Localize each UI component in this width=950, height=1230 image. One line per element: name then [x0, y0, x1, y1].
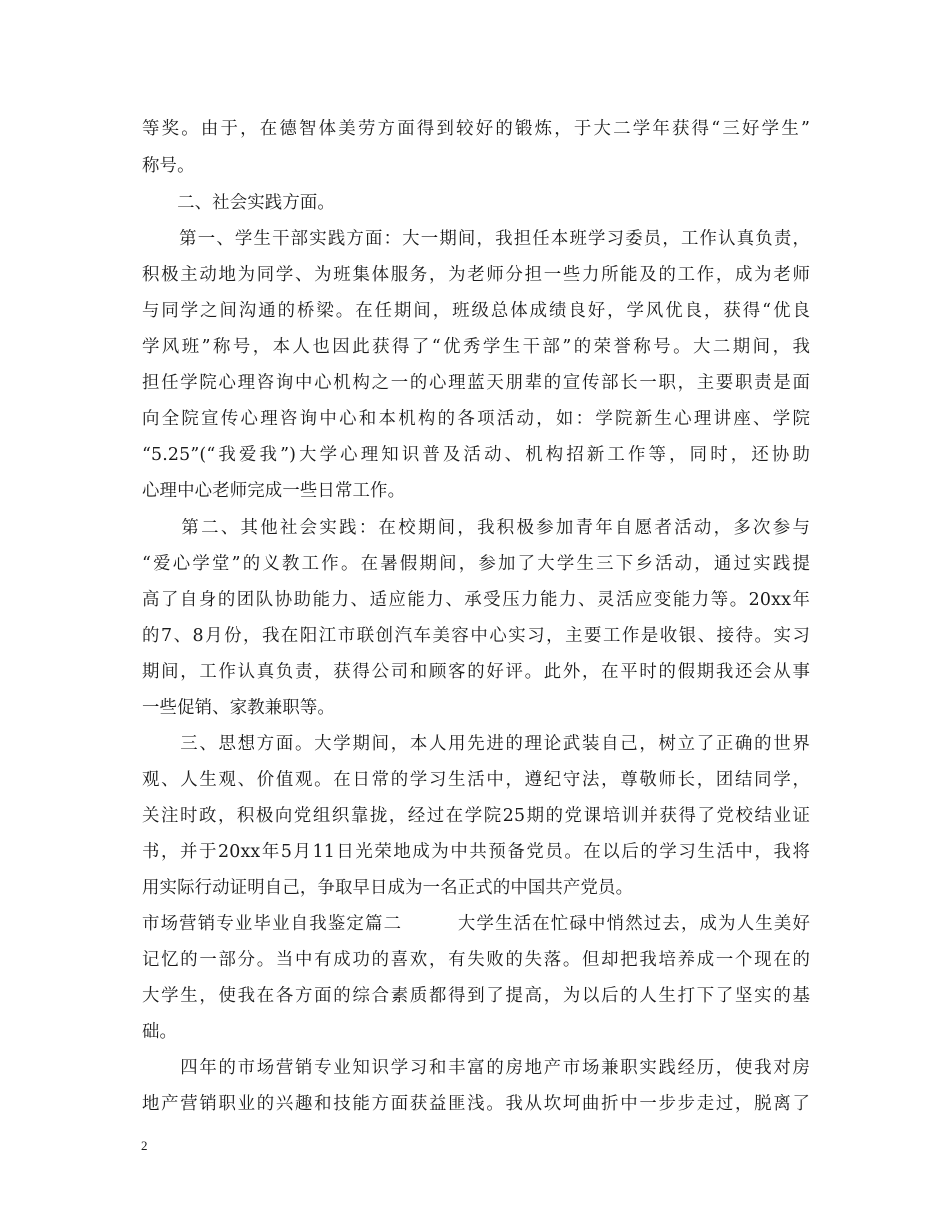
text-line: “5.25”(“我爱我”)大学心理知识普及活动、机构招新工作等，同时，还协助 — [142, 445, 810, 465]
text-line: 关注时政，积极向党组织靠拢，经过在学院25期的党课培训并获得了党校结业证 — [142, 806, 810, 826]
text-line: 观、人生观、价值观。在日常的学习生活中，遵纪守法，尊敬师长，团结同学， — [142, 770, 810, 790]
text-line: 的7、8月份，我在阳江市联创汽车美容中心实习，主要工作是收银、接待。实习 — [142, 626, 810, 646]
text-line: 担任学院心理咨询中心机构之一的心理蓝天朋辈的宣传部长一职，主要职责是面 — [142, 373, 810, 393]
section-heading: 二、社会实践方面。 — [142, 193, 335, 213]
text-line: 与同学之间沟通的桥梁。在任期间，班级总体成绩良好，学风优良，获得“优良 — [142, 301, 810, 321]
page-number: 2 — [141, 1138, 148, 1153]
text-line: 期间，工作认真负责，获得公司和顾客的好评。此外，在平时的假期我还会从事 — [142, 662, 810, 682]
text-line: 大学生，使我在各方面的综合素质都得到了提高，为以后的人生打下了坚实的基 — [142, 986, 810, 1006]
text-line: 记忆的一部分。当中有成功的喜欢，有失败的失落。但却把我培养成一个现在的 — [142, 950, 810, 970]
text-line: 高了自身的团队协助能力、适应能力、承受压力能力、灵活应变能力等。20xx年 — [142, 590, 810, 610]
text-line: “爱心学堂”的义教工作。在暑假期间，参加了大学生三下乡活动，通过实践提 — [142, 554, 810, 574]
text-line: 称号。 — [142, 156, 195, 176]
text-line: 四年的市场营销专业知识学习和丰富的房地产市场兼职实践经历，使我对房 — [142, 1058, 810, 1078]
text-line: 积极主动地为同学、为班集体服务，为老师分担一些力所能及的工作，成为老师 — [142, 265, 810, 285]
text-line: 一些促销、家教兼职等。 — [142, 698, 335, 718]
text-line: 础。 — [142, 1022, 178, 1042]
text-line: 地产营销职业的兴趣和技能方面获益匪浅。我从坎坷曲折中一步步走过，脱离了 — [142, 1094, 810, 1114]
text-line: 三、思想方面。大学期间，本人用先进的理论武装自己，树立了正确的世界 — [142, 734, 810, 754]
text-line: 市场营销专业毕业自我鉴定篇二 大学生活在忙碌中悄然过去，成为人生美好 — [142, 914, 810, 934]
text-line: 心理中心老师完成一些日常工作。 — [142, 481, 406, 501]
text-line: 书，并于20xx年5月11日光荣地成为中共预备党员。在以后的学习生活中，我将 — [142, 842, 810, 862]
text-line: 用实际行动证明自己，争取早日成为一名正式的中国共产党员。 — [142, 878, 634, 898]
text-line: 第一、学生干部实践方面：大一期间，我担任本班学习委员，工作认真负责， — [142, 229, 810, 249]
text-line: 等奖。由于，在德智体美劳方面得到较好的锻炼，于大二学年获得“三好学生” — [142, 119, 810, 139]
text-line: 学风班”称号，本人也因此获得了“优秀学生干部”的荣誉称号。大二期间，我 — [142, 337, 810, 357]
text-line: 第二、其他社会实践：在校期间，我积极参加青年自愿者活动，多次参与 — [142, 518, 810, 538]
text-line: 向全院宣传心理咨询中心和本机构的各项活动，如：学院新生心理讲座、学院 — [142, 409, 810, 429]
